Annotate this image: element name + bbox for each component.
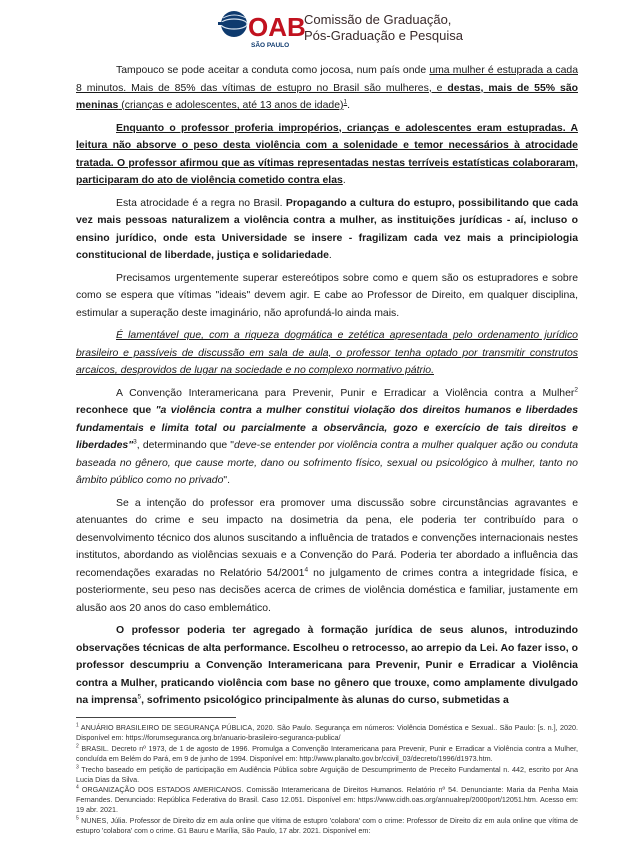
logo-text: OAB <box>248 12 306 42</box>
logo-sub: SÃO PAULO <box>251 42 290 49</box>
commission-name <box>304 12 463 44</box>
footnote-5: $^5$ NUNES, Júlia. Professor de Direito diz em aula online que vítima de estupro 'colabora' com o crime: Professor de Direito diz em aula online que vítima de estupro 'colabora' com o crime. G1 Bauru e Marília, São Paulo, 17 abr. 2021. Disponível em: <box>76 815 578 836</box>
paragraph-3: Esta atrocidade é a regra no Brasil. Propagando a cultura do estupro, possibilitando que cada vez mais pessoas naturalizem a violência contra a mulher, as instituições jurídicas - aí, incluso o ensino jurídico, onde esta Universidade se insere - fragilizam cada vez mais a principiologia constitucional de liberdade, justiça e solidariedade. <box>76 197 579 261</box>
paragraph-4: Precisamos urgentemente superar estereótipos sobre como e quem são os estupradores e sobre como se espera que vítimas "ideais" devem agir. E cabe ao Professor de Direito, em qualquer disciplina, estimular a superação deste imaginário, não aprofundá-lo ainda mais. <box>76 272 578 319</box>
commission-line-2: Pós-Graduação e Pesquisa <box>304 28 463 43</box>
oab-logo-icon <box>220 6 306 52</box>
footnote-1: $^1$ ANUÁRIO BRASILEIRO DE SEGURANÇA PÚBLICA, 2020. São Paulo. Segurança em números: Violência Doméstica e Sexual.. São Paulo: [s. n.], 2020. Disponível em: https://forumseguranca.org.br/anuario-brasileiro-seguranca-publica/ <box>76 722 578 742</box>
paragraph-5: É lamentável que, com a riqueza dogmática e zetética apresentada pelo ordenamento jurídico brasileiro e passíveis de discussão em sala de aula, o professor tenha optado por transmitir construtos arcaicos, desprovidos de lugar na sociedade e no complexo normativo pátrio. <box>76 330 578 376</box>
footnote-4: $^4$ ORGANIZAÇÃO DOS ESTADOS AMERICANOS. Comissão Interamericana de Direitos Humanos. Relatório nº 54. Denunciante: Maria da Penha Maia Fernandes. Denunciado: República Federativa do Brasil. Caso 12.051. Disponível em: https://www.cidh.oas.org/annualrep/2000port/12051.htm. Acesso em: 19 abr. 2021. <box>76 785 578 815</box>
commission-line-1: Comissão de Graduação, <box>304 12 452 27</box>
document-body <box>76 62 578 715</box>
paragraph-2: Enquanto o professor proferia impropérios, crianças e adolescentes eram estupradas. A leitura não absorve o peso desta violência com a solenidade e temor necessários à atrocidade tratada. O professor afirmou que as vítimas representadas nestas terríveis estatísticas colaboraram, participaram do ato de violência cometido contra elas. <box>76 122 578 186</box>
footnote-3: $^3$ Trecho baseado em petição de participação em Audiência Pública sobre Arguição de Descumprimento de Preceito Fundamental n. 442, escrito por Ana Lucia Dias da Silva. <box>76 764 578 784</box>
paragraph-7: Se a intenção do professor era promover uma discussão sobre circunstâncias agravantes e atenuantes do crime e seu impacto na dosimetria da pena, ele poderia ter contribuído para o desenvolvimento técnico dos alunos suscitando a influência de tratados e convenções internacionais nestes institutos, abordando as violências sexuais e a Convenção do Pará. Poderia ter abordado a influência das recomendações exaradas no Relatório 54/2001$^4$ no julgamento de crimes contra a integridade física, e posteriormente, seu peso nas decisões acerca de crimes de violência doméstica e familiar, justamente em alusão aos 20 anos do caso emblemático. <box>76 497 579 614</box>
paragraph-6: A Convenção Interamericana para Prevenir, Punir e Erradicar a Violência contra a Mulher$^2$ reconhece que "a violência contra a mulher constitui violação dos direitos humanos e liberdades fundamentais e limita total ou parcialmente a observância, gozo e exercício de tais direitos e liberdades"$^3$, determinando que "deve-se entender por violência contra a mulher qualquer ação ou conduta baseada no gênero, que cause morte, dano ou sofrimento físico, sexual ou psicológico à mulher, tanto no âmbito público como no privado". <box>76 386 579 486</box>
footnotes <box>76 723 578 837</box>
footnote-separator <box>76 717 236 718</box>
paragraph-1: Tampouco se pode aceitar a conduta como jocosa, num país onde uma mulher é estuprada a cada 8 minutos. Mais de 85% das vítimas de estupro no Brasil são mulheres, e destas, mais de 55% são meninas (crianças e adolescentes, até 13 anos de idade)$^1$. <box>76 65 578 111</box>
paragraph-8: O professor poderia ter agregado à formação jurídica de seus alunos, introduzindo observações técnicas de alta performance. Escolheu o retrocesso, ao arrepio da Lei. Ao fazer isso, o professor descumpriu a Convenção Interamericana para Prevenir, Punir e Erradicar a Violência contra a Mulher, praticando violência com base no gênero que trouxe, como amplamente divulgado na imprensa$^5$, sofrimento psicológico principalmente às alunas do curso, submetidas a <box>76 625 578 706</box>
footnote-2: $^2$ BRASIL. Decreto nº 1973, de 1 de agosto de 1996. Promulga a Convenção Interamericana para Prevenir, Punir e Erradicar a Violência contra a Mulher, concluída em Belém do Pará, em 9 de junho de 1994. Disponível em: http://www.planalto.gov.br/ccivil_03/decreto/1996/d1973.htm. <box>76 743 578 763</box>
header <box>220 6 480 52</box>
